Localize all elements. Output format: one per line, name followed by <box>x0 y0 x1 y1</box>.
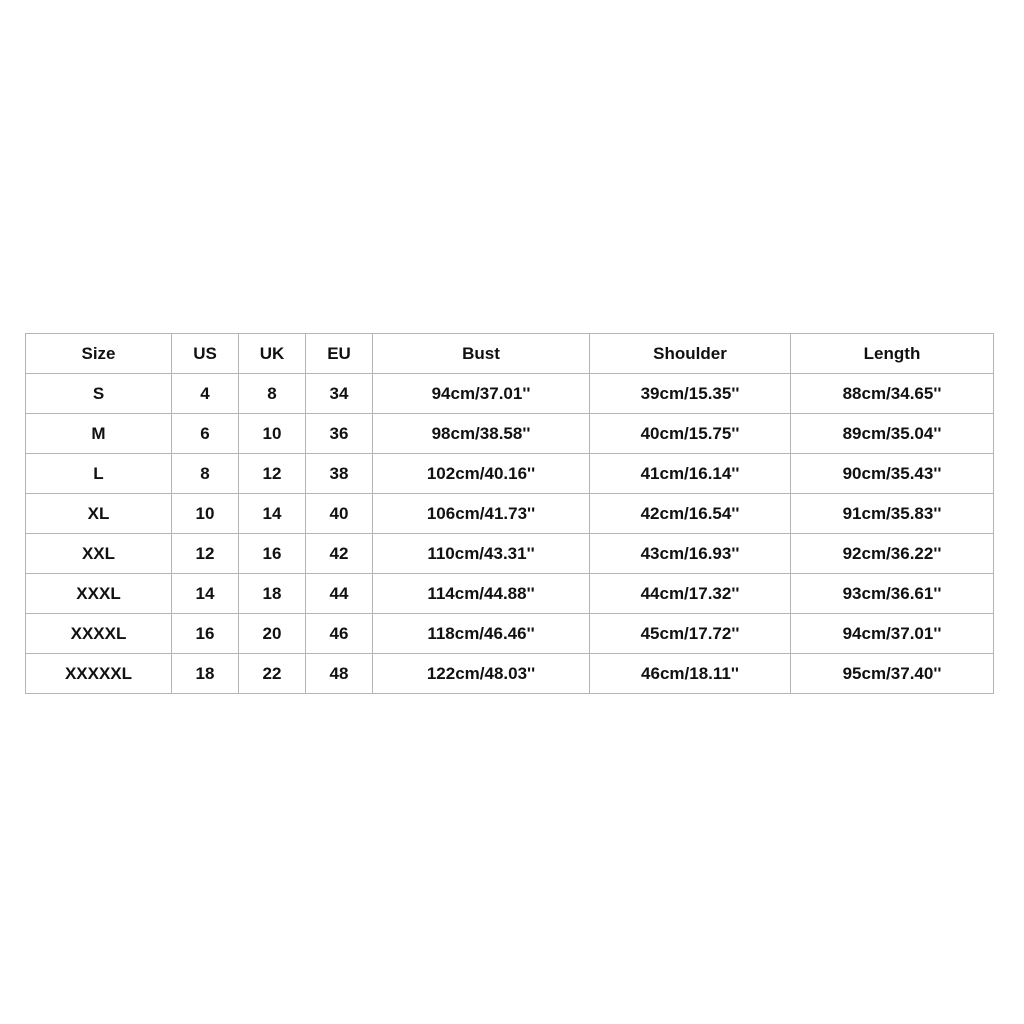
cell-bust: 110cm/43.31'' <box>373 534 590 574</box>
cell-bust: 106cm/41.73'' <box>373 494 590 534</box>
cell-eu: 38 <box>306 454 373 494</box>
cell-shoulder: 43cm/16.93'' <box>590 534 791 574</box>
cell-size: XL <box>26 494 172 534</box>
cell-bust: 122cm/48.03'' <box>373 654 590 694</box>
cell-us: 8 <box>172 454 239 494</box>
table-row <box>26 494 994 534</box>
header-row <box>26 334 994 374</box>
cell-length: 92cm/36.22'' <box>791 534 994 574</box>
cell-us: 4 <box>172 374 239 414</box>
cell-shoulder: 41cm/16.14'' <box>590 454 791 494</box>
column-header-uk: UK <box>239 334 306 374</box>
cell-bust: 114cm/44.88'' <box>373 574 590 614</box>
cell-uk: 20 <box>239 614 306 654</box>
column-header-shoulder: Shoulder <box>590 334 791 374</box>
column-header-length: Length <box>791 334 994 374</box>
cell-bust: 118cm/46.46'' <box>373 614 590 654</box>
cell-eu: 34 <box>306 374 373 414</box>
cell-uk: 22 <box>239 654 306 694</box>
cell-uk: 18 <box>239 574 306 614</box>
cell-length: 93cm/36.61'' <box>791 574 994 614</box>
cell-uk: 10 <box>239 414 306 454</box>
table-row <box>26 654 994 694</box>
cell-size: XXXXXL <box>26 654 172 694</box>
cell-us: 10 <box>172 494 239 534</box>
cell-eu: 46 <box>306 614 373 654</box>
cell-length: 95cm/37.40'' <box>791 654 994 694</box>
cell-length: 94cm/37.01'' <box>791 614 994 654</box>
size-chart-table <box>25 333 994 694</box>
cell-us: 12 <box>172 534 239 574</box>
cell-us: 16 <box>172 614 239 654</box>
cell-uk: 14 <box>239 494 306 534</box>
cell-eu: 36 <box>306 414 373 454</box>
cell-us: 18 <box>172 654 239 694</box>
cell-bust: 94cm/37.01'' <box>373 374 590 414</box>
table-body <box>26 374 994 694</box>
table-row <box>26 454 994 494</box>
cell-eu: 48 <box>306 654 373 694</box>
cell-uk: 12 <box>239 454 306 494</box>
table-row <box>26 574 994 614</box>
cell-us: 14 <box>172 574 239 614</box>
table-row <box>26 534 994 574</box>
column-header-us: US <box>172 334 239 374</box>
cell-eu: 42 <box>306 534 373 574</box>
cell-size: L <box>26 454 172 494</box>
column-header-bust: Bust <box>373 334 590 374</box>
cell-shoulder: 46cm/18.11'' <box>590 654 791 694</box>
cell-length: 91cm/35.83'' <box>791 494 994 534</box>
cell-shoulder: 40cm/15.75'' <box>590 414 791 454</box>
cell-shoulder: 45cm/17.72'' <box>590 614 791 654</box>
table-row <box>26 374 994 414</box>
cell-eu: 40 <box>306 494 373 534</box>
table-row <box>26 414 994 454</box>
cell-size: M <box>26 414 172 454</box>
cell-length: 89cm/35.04'' <box>791 414 994 454</box>
cell-uk: 16 <box>239 534 306 574</box>
cell-uk: 8 <box>239 374 306 414</box>
column-header-eu: EU <box>306 334 373 374</box>
cell-eu: 44 <box>306 574 373 614</box>
cell-size: XXXL <box>26 574 172 614</box>
cell-bust: 102cm/40.16'' <box>373 454 590 494</box>
cell-size: XXL <box>26 534 172 574</box>
cell-bust: 98cm/38.58'' <box>373 414 590 454</box>
cell-size: S <box>26 374 172 414</box>
cell-shoulder: 39cm/15.35'' <box>590 374 791 414</box>
cell-us: 6 <box>172 414 239 454</box>
cell-size: XXXXL <box>26 614 172 654</box>
cell-length: 88cm/34.65'' <box>791 374 994 414</box>
table-row <box>26 614 994 654</box>
cell-shoulder: 42cm/16.54'' <box>590 494 791 534</box>
cell-shoulder: 44cm/17.32'' <box>590 574 791 614</box>
column-header-size: Size <box>26 334 172 374</box>
cell-length: 90cm/35.43'' <box>791 454 994 494</box>
